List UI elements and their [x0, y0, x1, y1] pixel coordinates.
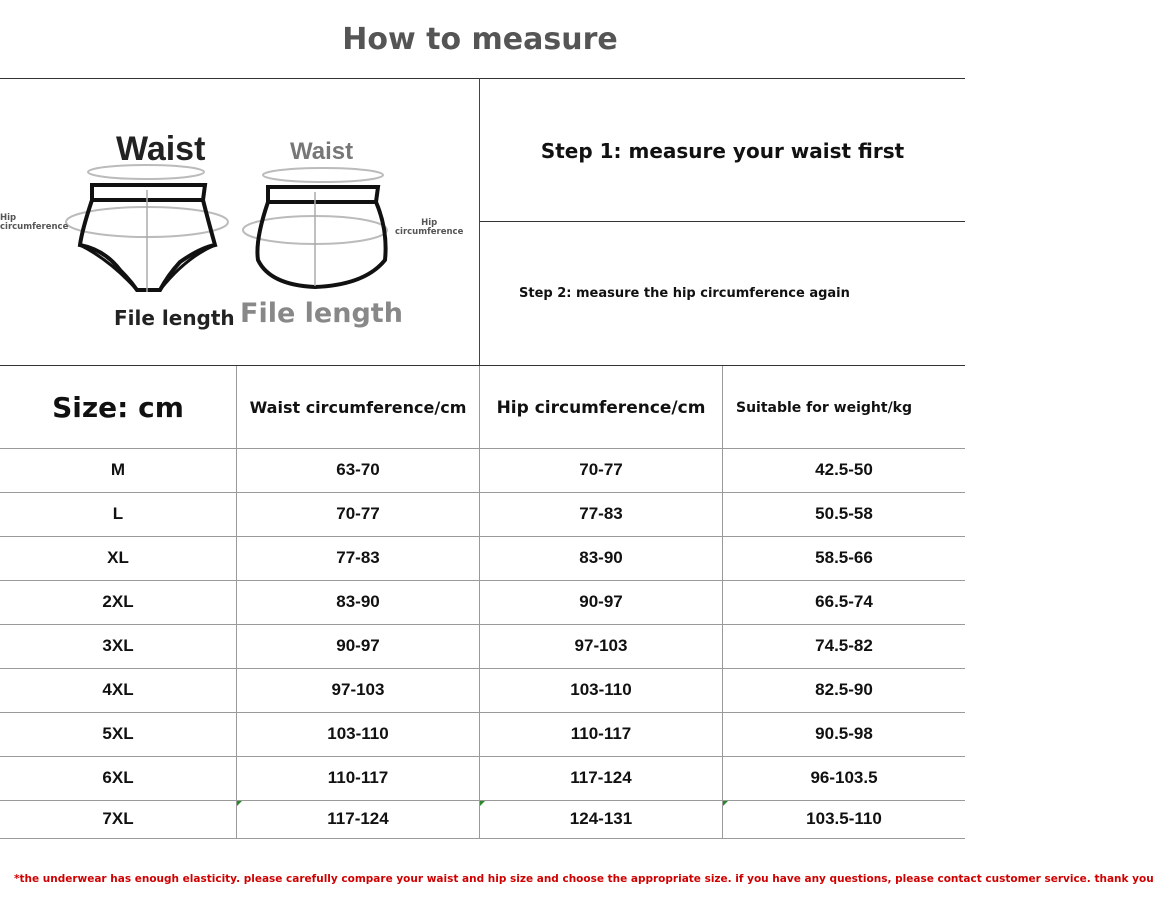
- right-hip-label: Hip circumference: [395, 218, 464, 237]
- cell-waist: 77-83: [336, 548, 380, 567]
- left-waist-label: Waist: [116, 130, 206, 168]
- cell-weight: 96-103.5: [810, 768, 878, 787]
- cell-hip: 97-103: [574, 636, 628, 655]
- cell-weight: 74.5-82: [815, 636, 873, 655]
- corner-tick: [237, 801, 242, 806]
- cell-size: L: [112, 504, 124, 523]
- cell-weight: 90.5-98: [815, 724, 873, 743]
- header-size: Size: cm: [52, 391, 184, 424]
- cell-waist: 83-90: [336, 592, 380, 611]
- elasticity-note: *the underwear has enough elasticity. please carefully compare your waist and hip size and choose the appropriate size. if you have any questions, please contact customer service. thank you: [14, 873, 1154, 885]
- cell-hip: 90-97: [579, 592, 623, 611]
- divider-top: [0, 78, 965, 79]
- cell-waist: 117-124: [327, 809, 389, 828]
- cell-waist: 103-110: [327, 724, 389, 743]
- col-divider-2: [479, 366, 480, 838]
- cell-hip: 77-83: [579, 504, 623, 523]
- cell-weight: 50.5-58: [815, 504, 873, 523]
- col-divider-3: [722, 366, 723, 838]
- right-waist-label: Waist: [290, 138, 354, 165]
- header-waist: Waist circumference/cm: [249, 398, 467, 417]
- step-2-text: Step 2: measure the hip circumference again: [519, 286, 850, 301]
- cell-size: 3XL: [102, 636, 134, 655]
- cell-size: XL: [107, 548, 129, 567]
- divider-table-top: [0, 365, 965, 366]
- cell-size: 7XL: [102, 809, 134, 828]
- row-divider: [0, 838, 965, 839]
- page-title: How to measure: [342, 22, 618, 57]
- cell-waist: 70-77: [336, 504, 380, 523]
- cell-waist: 63-70: [336, 460, 380, 479]
- cell-hip: 110-117: [570, 724, 632, 743]
- cell-size: 6XL: [102, 768, 134, 787]
- cell-hip: 103-110: [570, 680, 632, 699]
- step-1-text: Step 1: measure your waist first: [540, 139, 905, 163]
- header-weight: Suitable for weight/kg: [736, 399, 913, 416]
- cell-weight: 66.5-74: [815, 592, 873, 611]
- cell-hip: 83-90: [579, 548, 623, 567]
- cell-hip: 124-131: [569, 809, 633, 828]
- measurement-diagram: [0, 80, 478, 365]
- cell-waist: 97-103: [331, 680, 385, 699]
- cell-waist: 110-117: [327, 768, 389, 787]
- right-length-label: File length: [240, 298, 403, 329]
- left-hip-label: Hip circumference: [0, 213, 69, 232]
- cell-weight: 42.5-50: [815, 460, 873, 479]
- cell-size: 2XL: [102, 592, 134, 611]
- cell-weight: 58.5-66: [815, 548, 873, 567]
- corner-tick: [480, 801, 485, 806]
- cell-waist: 90-97: [336, 636, 380, 655]
- left-length-label: File length: [114, 306, 235, 330]
- cell-weight: 82.5-90: [815, 680, 873, 699]
- cell-hip: 117-124: [570, 768, 632, 787]
- header-hip: Hip circumference/cm: [496, 397, 706, 418]
- corner-tick: [723, 801, 728, 806]
- cell-size: 4XL: [102, 680, 134, 699]
- cell-size: M: [110, 460, 126, 479]
- cell-size: 5XL: [102, 724, 134, 743]
- cell-weight: 103.5-110: [806, 809, 882, 828]
- cell-hip: 70-77: [579, 460, 623, 479]
- col-divider-1: [236, 366, 237, 838]
